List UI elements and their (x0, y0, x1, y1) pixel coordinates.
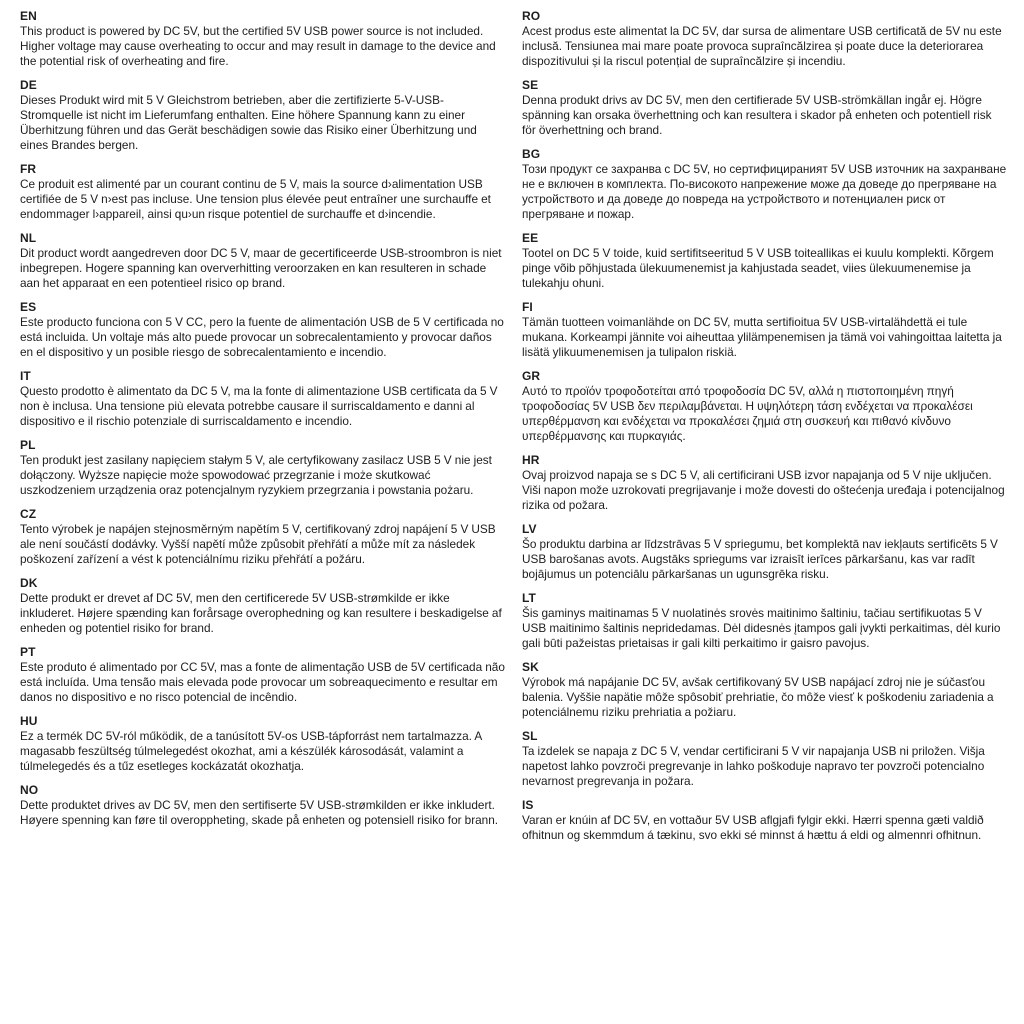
warning-text: Αυτό το προϊόν τροφοδοτείται από τροφοδοσία DC 5V, αλλά η πιστοποιημένη πηγή τροφοδοσίας 5V USB δεν περιλαμβάνεται. Η υψηλότερη τάση ενδέχεται να προκαλέσει υπερθέρμανση και ενδέχεται να προκαλέσει ζημιά στη συσκευή και πιθανό κίνδυνο υπερθέρμανσης και πυρκαγιάς. (522, 384, 973, 443)
warning-text: Ten produkt jest zasilany napięciem stałym 5 V, ale certyfikowany zasilacz USB 5 V nie jest dołączony. Wyższe napięcie może spowodować przegrzanie i może skutkować uszkodzeniem urządzenia oraz potencjalnym ryzykiem przegrzania i powstania pożaru. (20, 453, 492, 497)
language-code: NO (20, 783, 39, 797)
language-code: DK (20, 576, 38, 590)
right-column (522, 9, 1008, 852)
language-code: CZ (20, 507, 37, 521)
language-code: SL (522, 729, 538, 743)
language-code: HU (20, 714, 38, 728)
language-section-it (20, 369, 506, 429)
warning-text: Dette produktet drives av DC 5V, men den sertifiserte 5V USB-strømkilden er ikke inkludert. Høyere spenning kan føre til overoppheting, skade på enheten og potensiell risiko for brann. (20, 798, 499, 827)
warning-text: Този продукт се захранва с DC 5V, но сертифицираният 5V USB източник на захранване не е включен в комплекта. По-високото напрежение може да доведе до прегряване на устройството и да доведе до повреда на устройството и потенциален риск от прегряване и пожар. (522, 162, 1007, 221)
warning-text: Denna produkt drivs av DC 5V, men den certifierade 5V USB-strömkällan ingår ej. Högre spänning kan orsaka överhettning och kan resultera i skador på enheten och potentiell risk för överhettning och brand. (522, 93, 992, 137)
language-section-dk (20, 576, 506, 636)
language-section-sk (522, 660, 1008, 720)
language-code: BG (522, 147, 541, 161)
language-code: NL (20, 231, 37, 245)
language-code: SE (522, 78, 539, 92)
language-code: RO (522, 9, 541, 23)
warning-text: Este producto funciona con 5 V CC, pero la fuente de alimentación USB de 5 V certificada no está incluida. Un voltaje más alto puede provocar un sobrecalentamiento y provocar daños en el dispositivo y un posible riesgo de sobrecalentamiento e incendio. (20, 315, 504, 359)
language-section-fi (522, 300, 1008, 360)
language-section-gr (522, 369, 1008, 444)
warning-text: Šis gaminys maitinamas 5 V nuolatinės srovės maitinimo šaltiniu, tačiau sertifikuotas 5 V USB maitinimo šaltinis nepridedamas. Dėl didesnės įtampos gali įvykti perkaitimas, dėl kurio gali būti pažeistas prietaisas ir gali kilti perkaitimo ir gaisro pavojus. (522, 606, 1001, 650)
warning-text: Ta izdelek se napaja z DC 5 V, vendar certificirani 5 V vir napajanja USB ni priložen. Višja napetost lahko povzroči pregrevanje in lahko poškoduje napravo ter povzroči potencialno nevarnost pregrevanja in požara. (522, 744, 985, 788)
language-code: FR (20, 162, 37, 176)
language-section-de (20, 78, 506, 153)
language-section-ro (522, 9, 1008, 69)
warning-text: Výrobok má napájanie DC 5V, avšak certifikovaný 5V USB napájací zdroj nie je súčasťou balenia. Vyššie napätie môže spôsobiť prehriatie, čo môže viesť k poškodeniu zariadenia a potenciálnemu riziku prehriatia a požiaru. (522, 675, 994, 719)
warning-text: Varan er knúin af DC 5V, en vottaður 5V USB aflgjafi fylgir ekki. Hærri spenna gæti valdið ofhitnun og skemmdum á tækinu, svo ekki sé minnst á hættu á eldi og almennri ofhitnun. (522, 813, 984, 842)
warning-text: Tootel on DC 5 V toide, kuid sertifitseeritud 5 V USB toiteallikas ei kuulu komplekti. Kõrgem pinge võib põhjustada ülekuumenemist ja kahjustada seadet, viies ülekuumenemise ja tulekahju ohuni. (522, 246, 994, 290)
language-code: SK (522, 660, 539, 674)
language-section-lv (522, 522, 1008, 582)
warning-text: Tämän tuotteen voimanlähde on DC 5V, mutta sertifioitua 5V USB-virtalähdettä ei tule mukana. Korkeampi jännite voi aiheuttaa ylilämpenemisen ja tämä voi vahingoittaa laitetta ja lisätä ylikuumenemisen ja tulipalon riskiä. (522, 315, 1002, 359)
language-section-es (20, 300, 506, 360)
language-code: PL (20, 438, 36, 452)
language-section-lt (522, 591, 1008, 651)
language-section-pl (20, 438, 506, 498)
warning-text: Ez a termék DC 5V-ról működik, de a tanúsított 5V-os USB-tápforrást nem tartalmazza. A magasabb feszültség túlmelegedést okozhat, ami a készülék károsodását, valamint a túlmelegedés és a tűz esetleges kockázatát okozhatja. (20, 729, 482, 773)
language-code: EE (522, 231, 539, 245)
language-section-pt (20, 645, 506, 705)
warning-text: Questo prodotto è alimentato da DC 5 V, ma la fonte di alimentazione USB certificata da 5 V non è inclusa. Una tensione più elevata potrebbe causare il surriscaldamento e danni al dispositivo e il rischio potenziale di surriscaldamento e incendio. (20, 384, 498, 428)
warning-text: Ovaj proizvod napaja se s DC 5 V, ali certificirani USB izvor napajanja od 5 V nije uključen. Viši napon može uzrokovati pregrijavanje i može dovesti do oštećenja uređaja i potencijalnog rizika od požara. (522, 468, 1005, 512)
language-section-no (20, 783, 506, 828)
warning-text: Acest produs este alimentat la DC 5V, dar sursa de alimentare USB certificată de 5V nu este inclusă. Tensiunea mai mare poate provoca supraîncălzirea și poate duce la deteriorarea dispozitivului și la riscul potențial de supraîncălzire și incendiu. (522, 24, 1002, 68)
warning-text: This product is powered by DC 5V, but the certified 5V USB power source is not included. Higher voltage may cause overheating to occur and may result in damage to the device and the potential risk of overheating and fire. (20, 24, 496, 68)
warning-text: Dette produkt er drevet af DC 5V, men den certificerede 5V USB-strømkilde er ikke inkluderet. Højere spænding kan forårsage overophedning og kan resultere i beskadigelse af enheden og potentiel risiko for brand. (20, 591, 502, 635)
warning-text: Tento výrobek je napájen stejnosměrným napětím 5 V, certifikovaný zdroj napájení 5 V USB ale není součástí dodávky. Vyšší napětí může způsobit přehřátí a může mít za následek poškození zařízení a vést k potenciálnímu riziku přehřátí a požáru. (20, 522, 496, 566)
language-section-ee (522, 231, 1008, 291)
language-section-fr (20, 162, 506, 222)
language-section-bg (522, 147, 1008, 222)
language-section-is (522, 798, 1008, 843)
language-code: GR (522, 369, 541, 383)
language-section-sl (522, 729, 1008, 789)
language-code: DE (20, 78, 37, 92)
language-section-se (522, 78, 1008, 138)
warning-text: Dieses Produkt wird mit 5 V Gleichstrom betrieben, aber die zertifizierte 5-V-USB-Stromquelle ist nicht im Lieferumfang enthalten. Eine höhere Spannung kann zu einer Überhitzung führen und das Gerät beschädigen sowie das Risiko einer Überhitzung und eines Brandes bergen. (20, 93, 477, 152)
language-code: FI (522, 300, 533, 314)
warning-text: Ce produit est alimenté par un courant continu de 5 V, mais la source d›alimentation USB certifiée de 5 V n›est pas incluse. Une tension plus élevée peut entraîner une surchauffe et endommager l›appareil, ainsi qu›un risque potentiel de surchauffe et d›incendie. (20, 177, 491, 221)
language-code: PT (20, 645, 36, 659)
language-section-en (20, 9, 506, 69)
language-code: IS (522, 798, 534, 812)
language-code: IT (20, 369, 31, 383)
language-code: ES (20, 300, 37, 314)
warning-text: Este produto é alimentado por CC 5V, mas a fonte de alimentação USB de 5V certificada não está incluída. Uma tensão mais elevada pode provocar um sobreaquecimento e resultar em danos no dispositivo e no risco potencial de incêndio. (20, 660, 505, 704)
language-section-hr (522, 453, 1008, 513)
language-section-hu (20, 714, 506, 774)
language-section-cz (20, 507, 506, 567)
language-section-nl (20, 231, 506, 291)
warning-text: Dit product wordt aangedreven door DC 5 V, maar de gecertificeerde USB-stroombron is niet inbegrepen. Hogere spanning kan oververhitting veroorzaken en kan resulteren in schade aan het apparaat en een potentieel risico op brand. (20, 246, 502, 290)
warning-text: Šo produktu darbina ar līdzstrāvas 5 V spriegumu, bet komplektā nav iekļauts sertificēts 5 V USB barošanas avots. Augstāks spriegums var izraisīt ierīces pārkaršanu, kas var radīt bojājumus un potenciālu pārkaršanas un ugunsgrēka risku. (522, 537, 998, 581)
language-code: EN (20, 9, 37, 23)
language-code: LV (522, 522, 537, 536)
language-code: HR (522, 453, 540, 467)
language-code: LT (522, 591, 536, 605)
left-column (20, 9, 506, 852)
